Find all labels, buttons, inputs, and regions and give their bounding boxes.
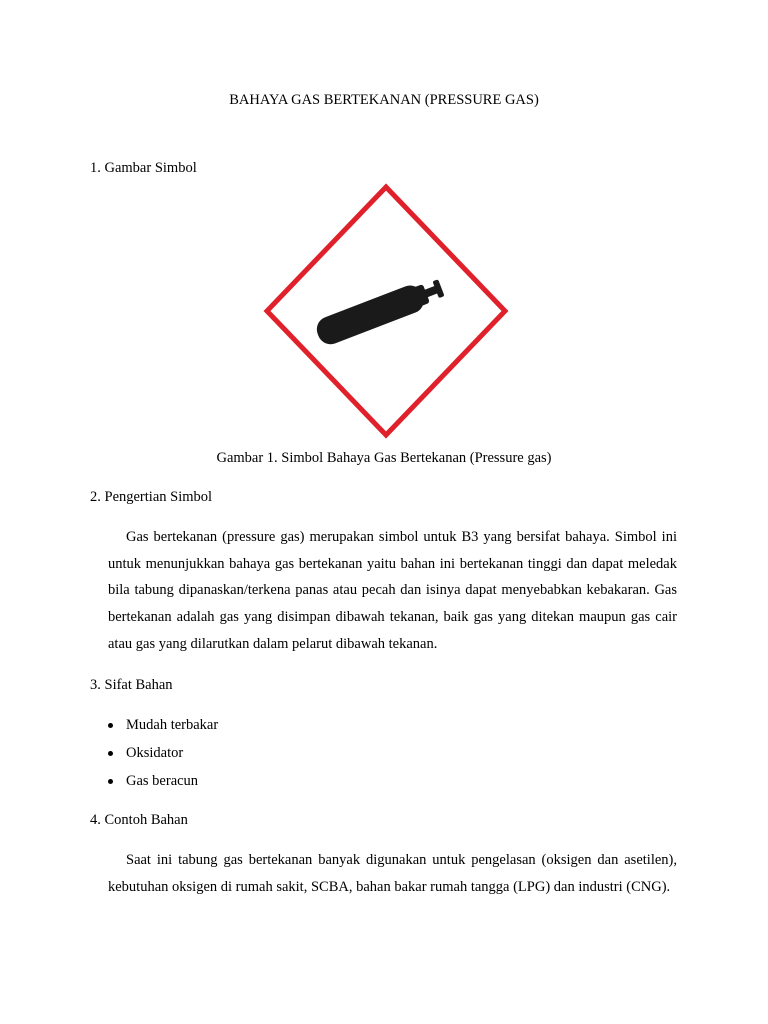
sifat-bahan-list: [108, 715, 218, 799]
bullet-icon: [108, 751, 113, 756]
section-heading-sifat-bahan: 3. Sifat Bahan: [90, 677, 173, 693]
section-heading-pengertian-simbol: 2. Pengertian Simbol: [90, 489, 213, 505]
bullet-icon: [108, 779, 113, 784]
bullet-icon: [108, 723, 113, 728]
paragraph-pengertian: Gas bertekanan (pressure gas) merupakan simbol untuk B3 yang bersifat bahaya. Simbol ini untuk menunjukkan bahaya gas bertekanan yaitu bahan ini bertekanan tinggi dan dapat meledak bila tabung dipanaskan/terkena panas atau pecah dan isinya dapat menyebabkan kebakaran. Gas bertekanan adalah gas yang disimpan dibawah tekanan, baik gas yang ditekan maupun gas cair atau gas yang dilarutkan dalam pelarut dibawah tekanan.: [108, 529, 677, 652]
paragraph-contoh: Saat ini tabung gas bertekanan banyak digunakan untuk pengelasan (oksigen dan asetilen), kebutuhan oksigen di rumah sakit, SCBA, bahan bakar rumah tangga (LPG) dan industri (CNG).: [108, 852, 677, 895]
list-item: Mudah terbakar: [108, 715, 218, 743]
figure-caption: Gambar 1. Simbol Bahaya Gas Bertekanan (Pressure gas): [216, 450, 552, 466]
gas-cylinder-pictogram: [262, 183, 510, 439]
document-title: BAHAYA GAS BERTEKANAN (PRESSURE GAS): [229, 92, 539, 108]
list-item: Oksidator: [108, 743, 218, 771]
list-item: Gas beracun: [108, 771, 218, 799]
section-heading-contoh-bahan: 4. Contoh Bahan: [90, 812, 188, 828]
section-heading-gambar-simbol: 1. Gambar Simbol: [90, 160, 197, 176]
